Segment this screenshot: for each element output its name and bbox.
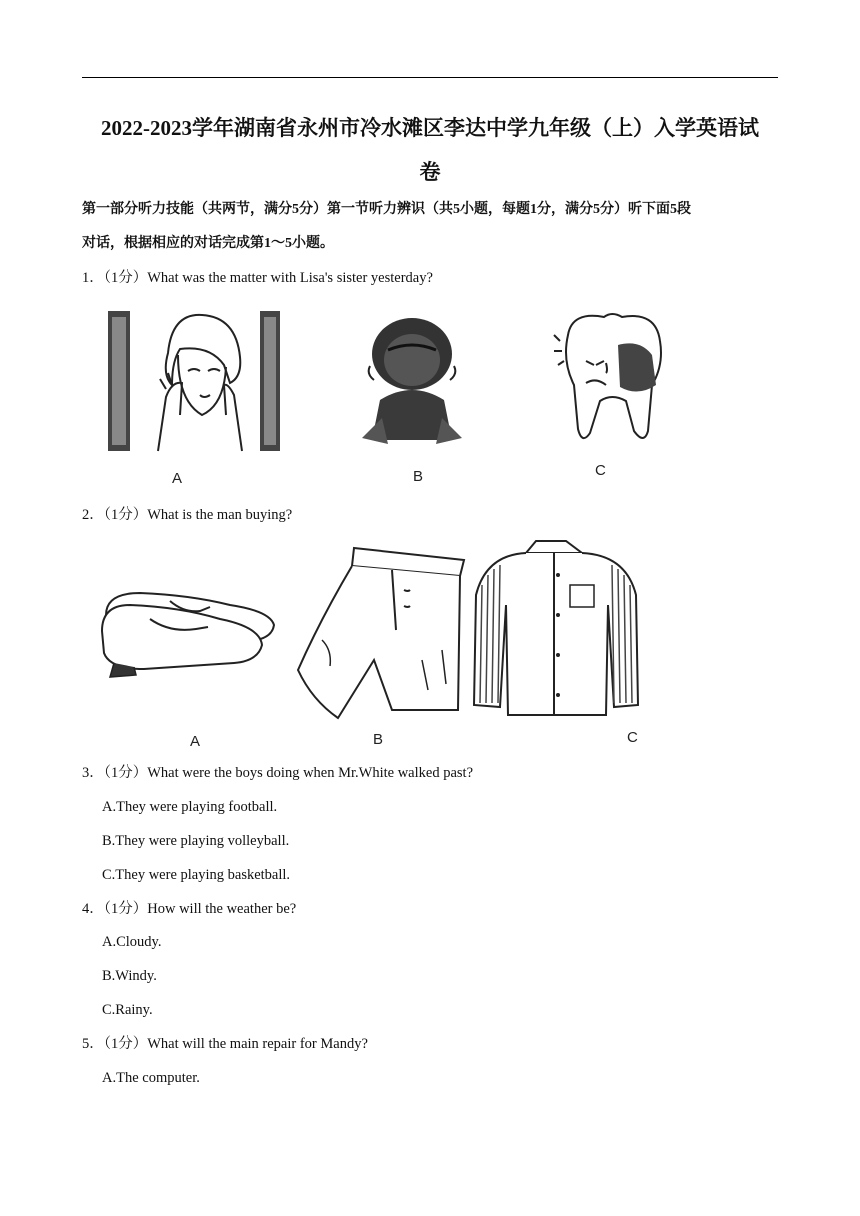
toothache-icon [548, 305, 676, 451]
question-number: 2． [82, 507, 104, 523]
exam-title-line2: 卷 [419, 160, 441, 184]
question-1 [82, 268, 433, 288]
option-c: C.Rainy. [102, 1002, 153, 1018]
section-intro-line1: 第一部分听力技能（共两节，满分5分）第一节听力辨识（共5小题，每题1分，满分5分）听下面5段 [82, 202, 691, 217]
image-label-b: B [373, 731, 384, 748]
option-b: B.They were playing volleyball. [102, 833, 290, 849]
question-score: （1分） [103, 507, 148, 523]
image-label-a: A [172, 470, 183, 487]
option-a: A.The computer. [102, 1070, 200, 1086]
option-c: C.They were playing basketball. [102, 867, 291, 883]
shoes-icon [100, 575, 280, 685]
question-text: What was the matter with Lisa's sister yesterday? [147, 270, 433, 286]
headache-woman-icon [102, 305, 284, 455]
shirt-icon [466, 535, 646, 721]
header-rule [82, 77, 778, 78]
question-score: （1分） [103, 765, 148, 781]
question-2 [82, 505, 292, 525]
question-number: 4． [82, 901, 104, 917]
question-score: （1分） [103, 270, 148, 286]
exam-title-line1: 2022-2023学年湖南省永州市冷水滩区李达中学九年级（上）入学英语试 [101, 116, 759, 140]
section-intro-line2: 对话，根据相应的对话完成第1～5小题。 [82, 236, 334, 251]
image-label-a: A [190, 733, 201, 750]
question-3 [82, 763, 473, 783]
option-a: A.Cloudy. [102, 934, 162, 950]
question-number: 3． [82, 765, 104, 781]
question-text: What is the man buying? [147, 507, 293, 523]
question-number: 5． [82, 1036, 104, 1052]
image-label-b: B [413, 468, 424, 485]
question-score: （1分） [103, 1036, 148, 1052]
option-a: A.They were playing football. [102, 799, 278, 815]
question-text: What will the main repair for Mandy? [147, 1036, 368, 1052]
sick-child-icon [352, 310, 472, 456]
image-label-c: C [627, 729, 638, 746]
question-5 [82, 1034, 368, 1054]
question-4 [82, 899, 296, 919]
option-b: B.Windy. [102, 968, 157, 984]
trousers-icon [292, 540, 472, 720]
question-text: How will the weather be? [147, 901, 297, 917]
question-number: 1． [82, 270, 104, 286]
question-text: What were the boys doing when Mr.White walked past? [147, 765, 474, 781]
question-score: （1分） [103, 901, 148, 917]
image-label-c: C [595, 462, 606, 479]
